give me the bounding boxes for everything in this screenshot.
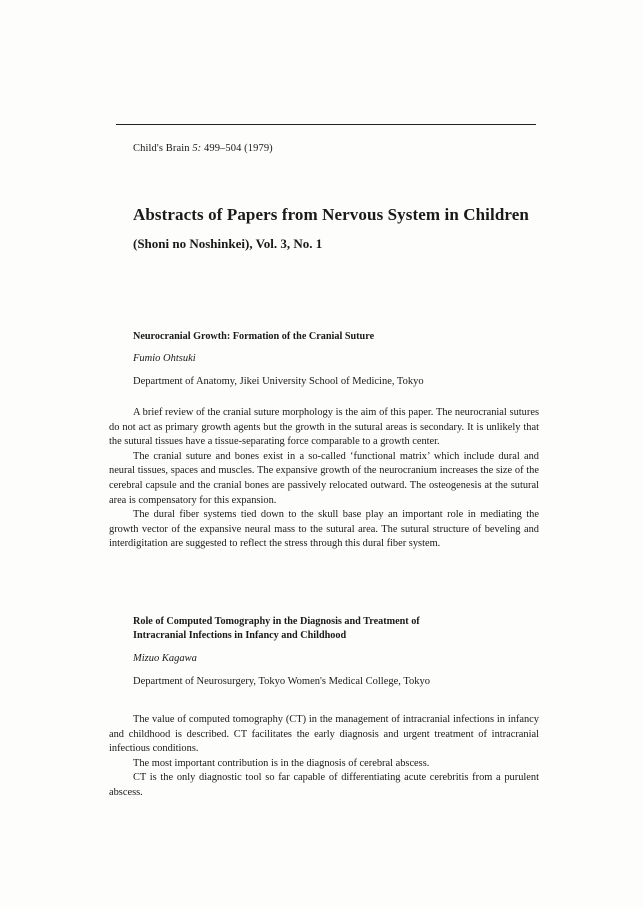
page-subtitle: (Shoni no Noshinkei), Vol. 3, No. 1: [133, 236, 323, 251]
abstract-1-author: Fumio Ohtsuki: [133, 353, 196, 364]
abstract-2-title: [133, 615, 420, 643]
journal-volume: 5:: [192, 143, 202, 154]
abstract-2-author: Mizuo Kagawa: [133, 653, 197, 664]
abstract-paragraph: The most important contribution is in the diagnosis of cerebral abscess.: [133, 757, 430, 769]
abstract-2-body: [109, 713, 539, 801]
abstract-paragraph: CT is the only diagnostic tool so far capable of differentiating acute cerebritis from a purulent abscess.: [109, 772, 539, 798]
page-title: Abstracts of Papers from Nervous System in Children: [133, 205, 529, 224]
abstract-1-body: [109, 406, 539, 552]
abstract-1-affiliation: Department of Anatomy, Jikei University School of Medicine, Tokyo: [133, 376, 424, 387]
journal-citation: [133, 143, 273, 154]
header-rule: [116, 124, 536, 125]
abstract-title-line: Role of Computed Tomography in the Diagnosis and Treatment of: [133, 616, 420, 627]
abstract-paragraph: A brief review of the cranial suture morphology is the aim of this paper. The neurocranial sutures do not act as primary growth agents but the growth in the sutural areas is secondary. It is unlikely that the sutural tissues have a tissue-separating force comparable to a growth center.: [109, 407, 539, 448]
abstract-paragraph: The value of computed tomography (CT) in the management of intracranial infections in infancy and childhood is described. CT facilitates the early diagnosis and urgent treatment of intracranial infectious conditions.: [109, 714, 539, 755]
abstract-title-line: Intracranial Infections in Infancy and Childhood: [133, 630, 347, 641]
abstract-title-line: Neurocranial Growth: Formation of the Cranial Suture: [133, 331, 375, 342]
abstract-paragraph: The dural fiber systems tied down to the skull base play an important role in mediating the growth vector of the expansive neural mass to the sutural area. The sutural structure of beveling and interdigitation are suggested to reflect the stress through this dural fiber system.: [109, 509, 539, 550]
abstract-2-affiliation: Department of Neurosurgery, Tokyo Women's Medical College, Tokyo: [133, 676, 431, 687]
abstract-paragraph: The cranial suture and bones exist in a so-called ‘functional matrix’ which include dural and neural tissues, spaces and muscles. The expansive growth of the neurocranium increases the size of the cerebral capsule and the cranial bones are passively relocated outward. The osteogenesis at the sutural area is compensatory for this expansion.: [109, 450, 539, 506]
journal-name: Child's Brain: [133, 143, 190, 154]
journal-pages-year: 499–504 (1979): [204, 143, 273, 154]
abstract-1-title: [133, 330, 374, 344]
